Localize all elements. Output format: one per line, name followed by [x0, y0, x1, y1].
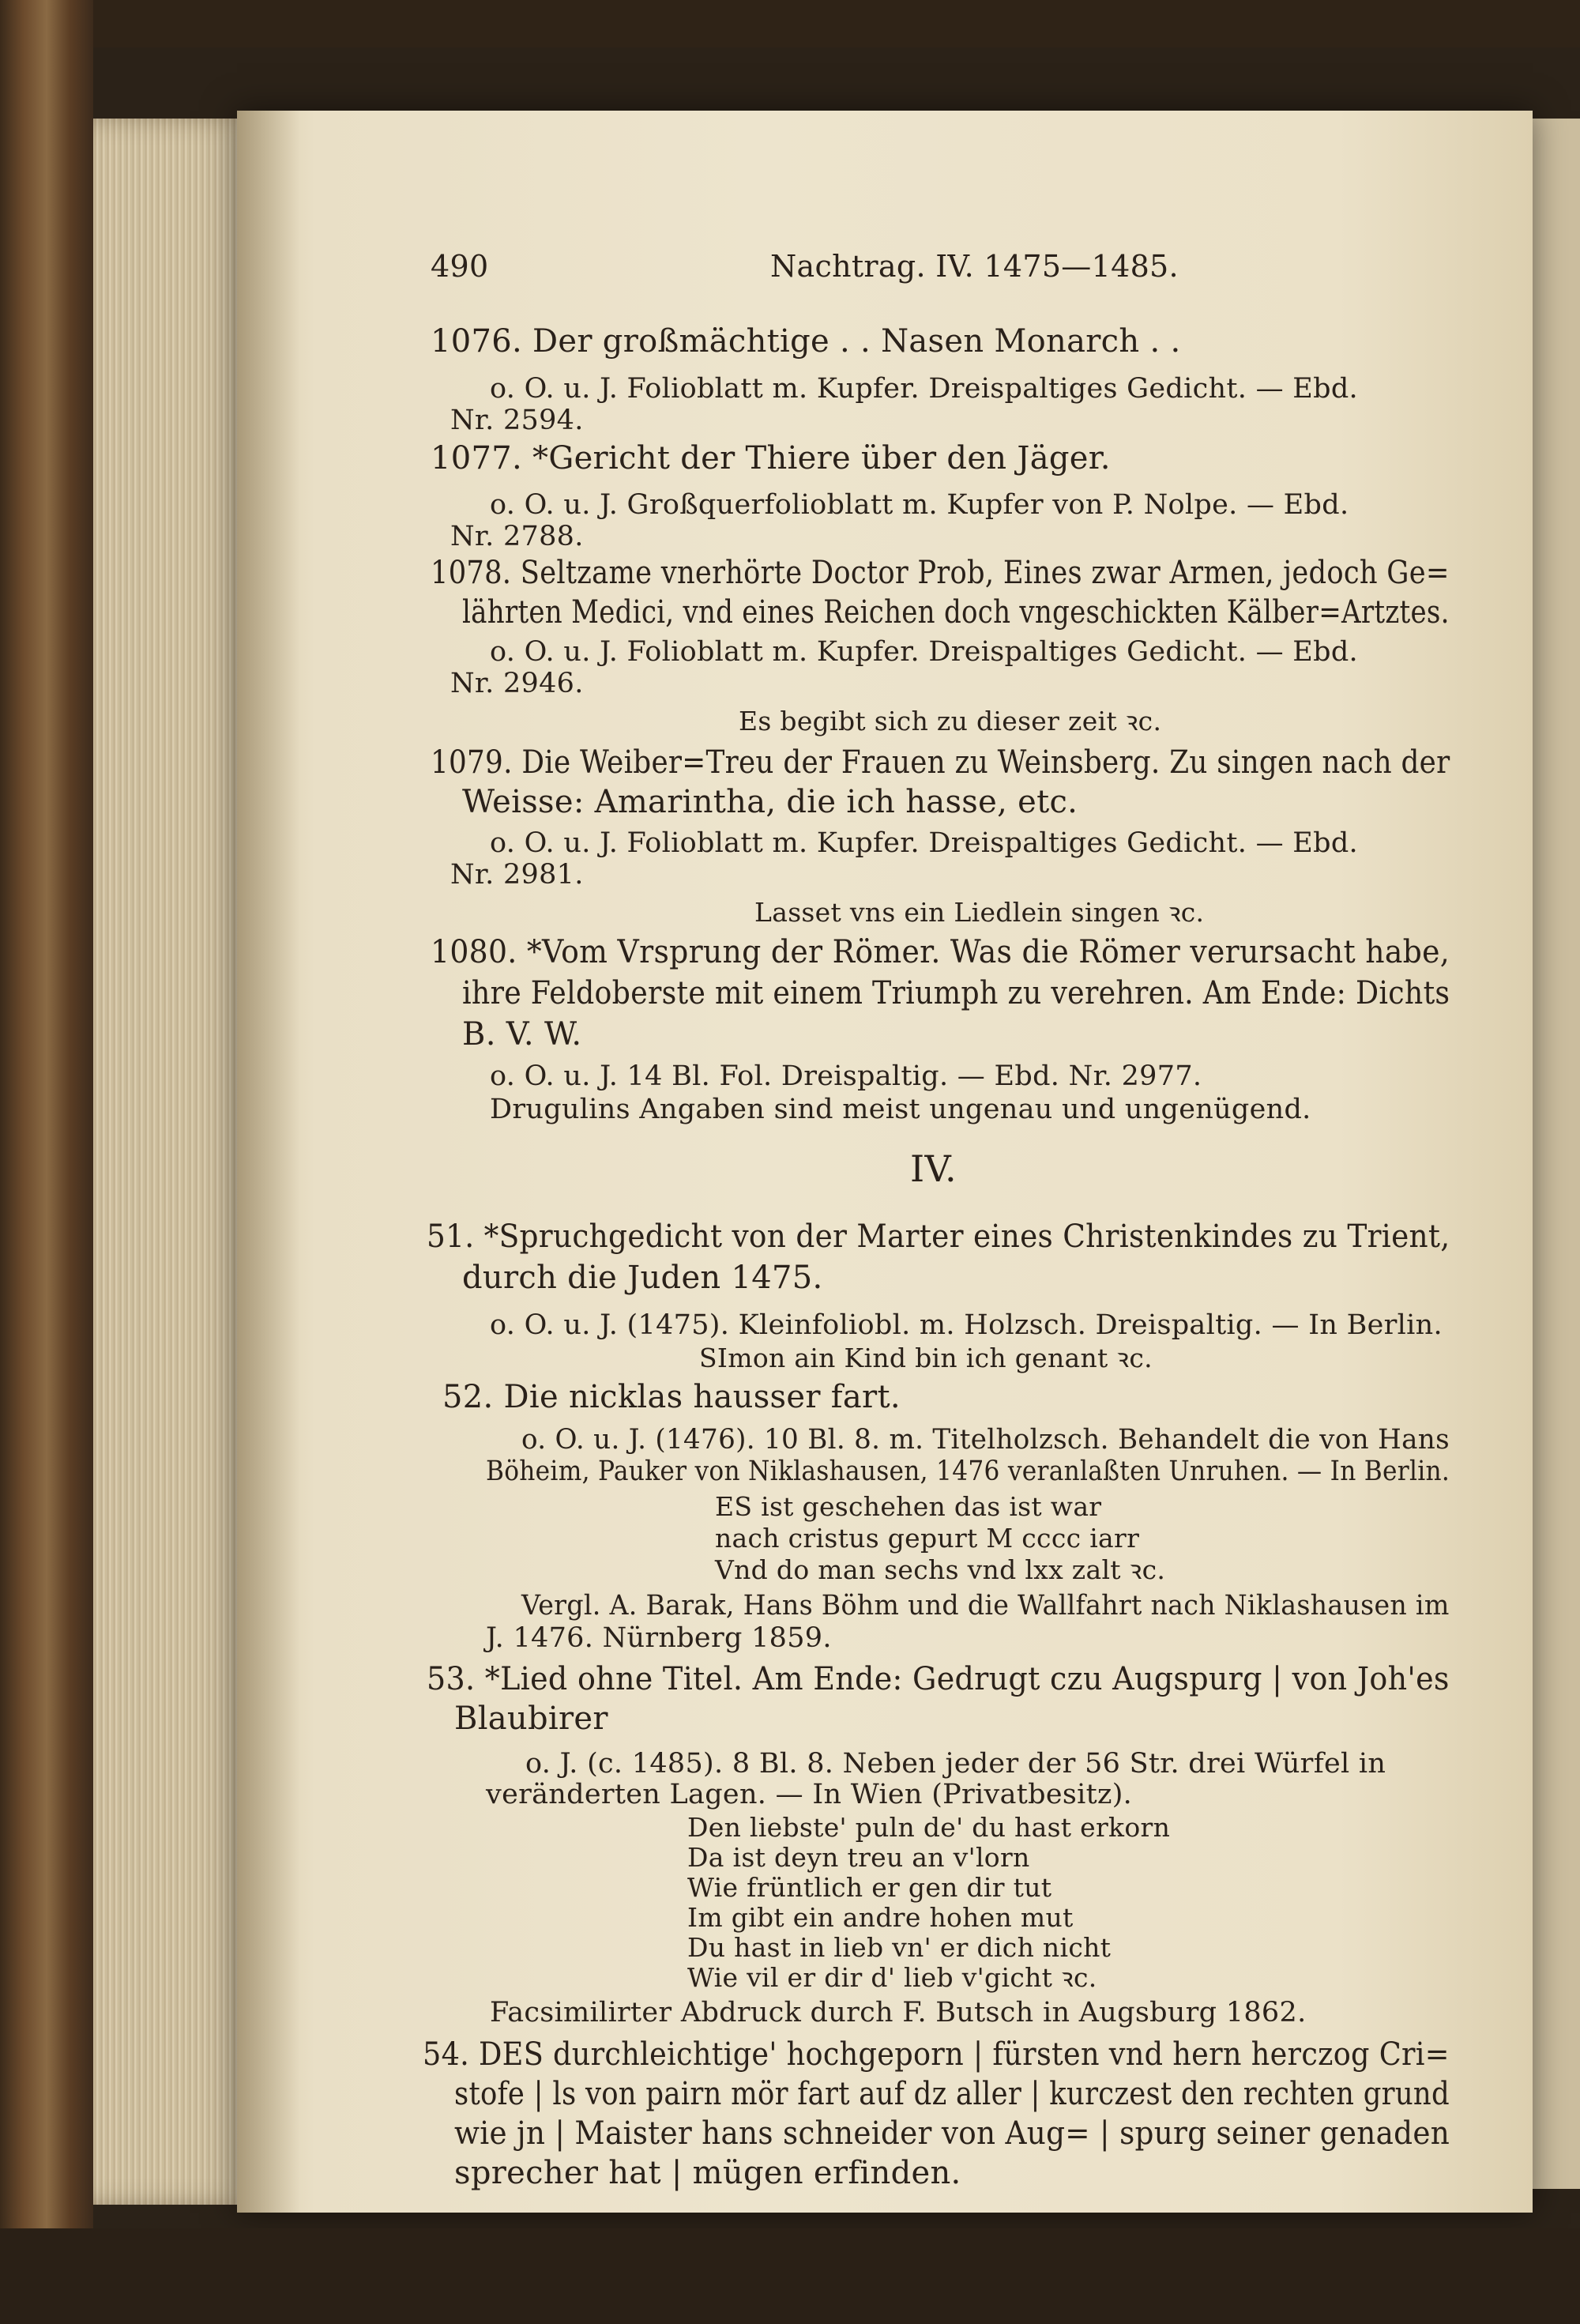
entry-1080-note: Drugulins Angaben sind meist ungenau und ungenügend. — [490, 1094, 1311, 1125]
entry-1077-nr: Nr. 2788. — [450, 521, 584, 552]
entry-53-facsimile: Facsimilirter Abdruck durch F. Butsch in Augsburg 1862. — [490, 1997, 1307, 2028]
entry-53-verse-5: Du hast in lieb vn' er dich nicht — [687, 1932, 1112, 1963]
entry-1080-title-end: B. V. W. — [462, 1016, 582, 1053]
entry-52-ref: Vergl. A. Barak, Hans Böhm und die Wallfahrt nach Niklashausen im — [521, 1590, 1450, 1622]
entry-52-title: 52. Die nicklas hausser fart. — [442, 1379, 901, 1415]
entry-53-title: 53. *Lied ohne Titel. Am Ende: Gedrugt czu Augspurg | von Joh'es — [427, 1661, 1450, 1697]
entry-54-title-line-4: sprecher hat | mügen erfinden. — [454, 2155, 961, 2191]
entry-1080-title-cont: ihre Feldoberste mit einem Triumph zu verehren. Am Ende: Dichts — [462, 975, 1450, 1011]
entry-53-title-cont: Blaubirer — [454, 1701, 608, 1737]
entry-53-verse-2: Da ist deyn treu an v'lorn — [687, 1842, 1030, 1873]
entry-1076-nr: Nr. 2594. — [450, 405, 584, 436]
entry-1077-desc: o. O. u. J. Großquerfolioblatt m. Kupfer von P. Nolpe. — Ebd. — [490, 489, 1349, 521]
entry-54-title: 54. DES durchleichtige' hochgeporn | fürsten vnd hern herczog Cri= — [423, 2036, 1450, 2073]
entry-52-desc: o. O. u. J. (1476). 10 Bl. 8. m. Titelholzsch. Behandelt die von Hans — [521, 1424, 1450, 1456]
entry-1079-nr: Nr. 2981. — [450, 859, 584, 891]
entry-1078-title-cont: lährten Medici, vnd eines Reichen doch vngeschickten Kälber=Artztes. — [462, 594, 1450, 631]
entry-1078-title: 1078. Seltzame vnerhörte Doctor Prob, Eines zwar Armen, jedoch Ge= — [431, 555, 1450, 591]
entry-52-desc-cont: Böheim, Pauker von Niklashausen, 1476 veranlaßten Unruhen. — In Berlin. — [486, 1456, 1450, 1487]
entry-1076-title: 1076. Der großmächtige . . Nasen Monarch . . — [431, 323, 1181, 360]
book-cover-bottom — [0, 2228, 1580, 2324]
entry-1078-nr: Nr. 2946. — [450, 668, 584, 699]
entry-51-title-cont: durch die Juden 1475. — [462, 1260, 823, 1296]
entry-53-desc-cont: veränderten Lagen. — In Wien (Privatbesitz). — [486, 1779, 1133, 1810]
running-title: Nachtrag. IV. 1475—1485. — [770, 249, 1179, 284]
entry-1076-desc: o. O. u. J. Folioblatt m. Kupfer. Dreispaltiges Gedicht. — Ebd. — [490, 373, 1358, 405]
entry-1080-desc: o. O. u. J. 14 Bl. Fol. Dreispaltig. — Ebd. Nr. 2977. — [490, 1060, 1202, 1092]
entry-1079-title-cont: Weisse: Amarintha, die ich hasse, etc. — [462, 784, 1078, 820]
entry-1078-desc: o. O. u. J. Folioblatt m. Kupfer. Dreispaltiges Gedicht. — Ebd. — [490, 636, 1358, 668]
entry-51-title: 51. *Spruchgedicht von der Marter eines Christenkindes zu Trient, — [427, 1218, 1450, 1255]
gutter-shadow — [237, 111, 300, 2213]
entry-1077-title: 1077. *Gericht der Thiere über den Jäger. — [431, 440, 1111, 476]
entry-53-verse-4: Im gibt ein andre hohen mut — [687, 1902, 1074, 1933]
entry-1079-title: 1079. Die Weiber=Treu der Frauen zu Weinsberg. Zu singen nach der — [431, 744, 1450, 781]
entry-51-incipit: SImon ain Kind bin ich genant ꝛc. — [699, 1343, 1153, 1373]
entry-52-verse-3: Vnd do man sechs vnd lxx zalt ꝛc. — [715, 1554, 1166, 1585]
page-number: 490 — [431, 249, 489, 284]
entry-54-title-line-3: wie jn | Maister hans schneider von Aug= | spurg seiner genaden — [454, 2115, 1450, 2152]
entry-52-verse-1: ES ist geschehen das ist war — [715, 1491, 1102, 1522]
entry-1080-title: 1080. *Vom Vrsprung der Römer. Was die Römer verursacht habe, — [431, 934, 1450, 970]
facing-page-edge — [1525, 119, 1580, 2189]
entry-54-title-line-2: stofe | ls von pairn mör fart auf dz aller | kurczest den rechten grund — [454, 2076, 1450, 2112]
entry-52-verse-2: nach cristus gepurt M cccc iarr — [715, 1523, 1140, 1554]
entry-53-desc: o. J. (c. 1485). 8 Bl. 8. Neben jeder der 56 Str. drei Würfel in — [525, 1748, 1386, 1780]
entry-53-verse-1: Den liebste' puln de' du hast erkorn — [687, 1812, 1171, 1843]
entry-51-desc: o. O. u. J. (1475). Kleinfoliobl. m. Holzsch. Dreispaltig. — In Berlin. — [490, 1309, 1443, 1341]
entry-52-ref-cont: J. 1476. Nürnberg 1859. — [486, 1622, 832, 1654]
section-heading: IV. — [910, 1147, 957, 1190]
book-cover-top — [0, 0, 1580, 47]
entry-1078-incipit: Es begibt sich zu dieser zeit ꝛc. — [739, 706, 1162, 736]
entry-1079-desc: o. O. u. J. Folioblatt m. Kupfer. Dreispaltiges Gedicht. — Ebd. — [490, 827, 1358, 859]
entry-1079-incipit: Lasset vns ein Liedlein singen ꝛc. — [754, 897, 1205, 928]
book-cover-spine — [0, 0, 93, 2324]
entry-53-verse-3: Wie früntlich er gen dir tut — [687, 1872, 1052, 1903]
entry-53-verse-6: Wie vil er dir d' lieb v'gicht ꝛc. — [687, 1962, 1097, 1993]
